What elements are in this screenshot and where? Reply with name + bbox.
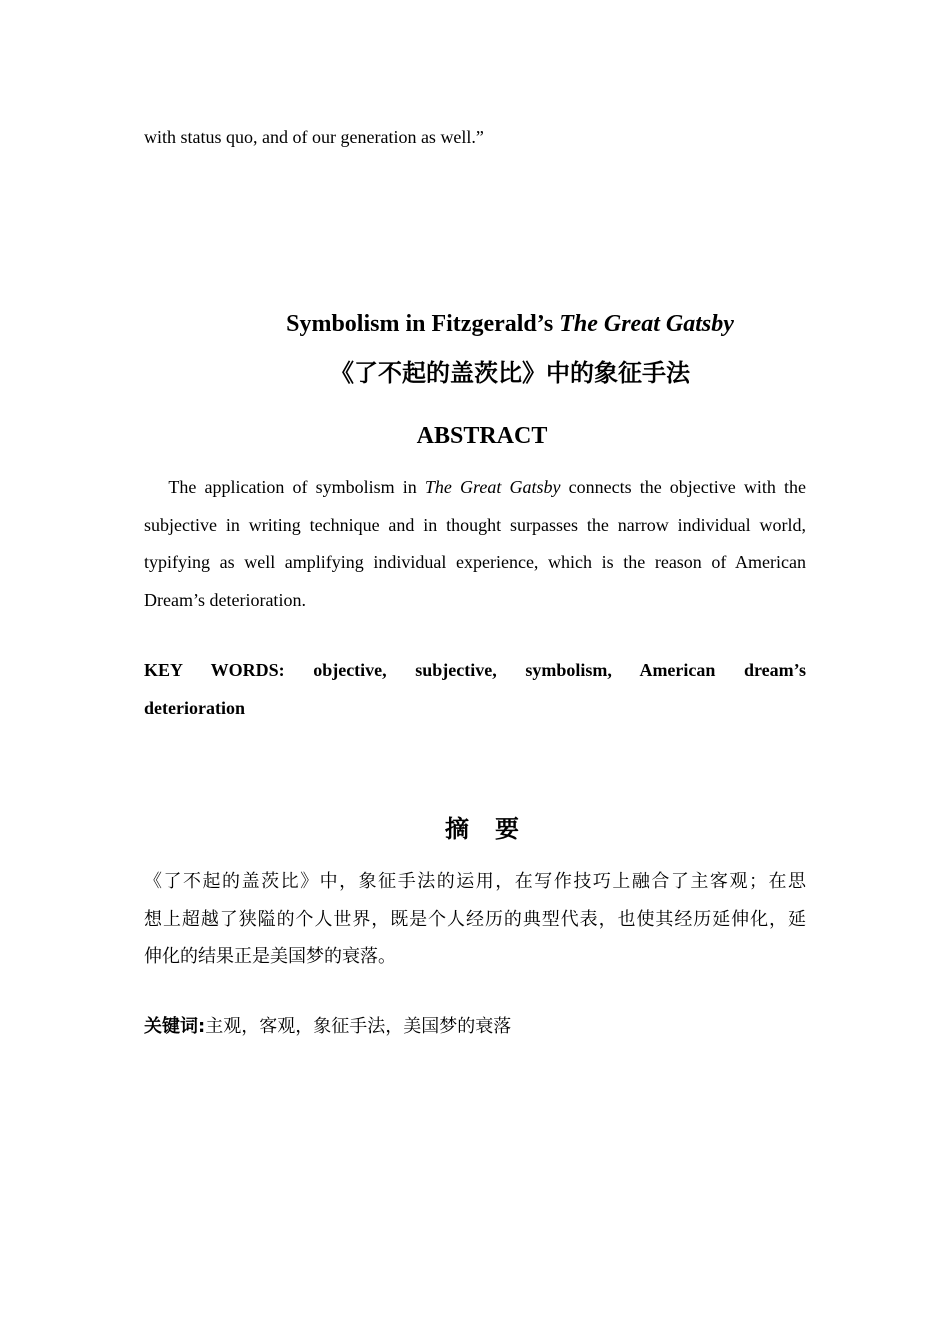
continuation-text: with status quo, and of our generation as well.” [144, 127, 484, 147]
chinese-abstract-line-3: 伸化的结果正是美国梦的衰落。 [144, 946, 396, 967]
abstract-line-3: typifying as well amplifying individual experience, which is the reason of American [144, 552, 806, 572]
abstract-line-1 [144, 469, 806, 507]
chinese-keywords-label: 关键词: [144, 1016, 206, 1037]
english-keywords-line-1: KEY WORDS: objective, subjective, symbolism, American dream’s [144, 660, 806, 680]
abstract-heading: ABSTRACT [416, 423, 548, 449]
chinese-abstract-line-1: 《了不起的盖茨比》中，象征手法的运用，在写作技巧上融合了主客观；在思 [144, 871, 806, 892]
english-title-italic: The Great Gatsby [559, 311, 734, 337]
abstract-line-2: subjective in writing technique and in thought surpasses the narrow individual world, [144, 514, 806, 535]
chinese-abstract-heading: 摘要 [445, 815, 545, 843]
abstract-line-1-italic: The Great Gatsby [424, 477, 561, 497]
abstract-line-1-post: connects the objective with the [560, 477, 806, 497]
chinese-abstract-body [144, 863, 806, 976]
english-keywords-line-2: deterioration [144, 697, 245, 718]
abstract-body [144, 469, 806, 619]
chinese-keywords [144, 1008, 806, 1046]
english-keywords [144, 652, 806, 727]
abstract-line-4: Dream’s deterioration. [144, 589, 306, 610]
english-title-prefix: Symbolism in Fitzgerald’s [286, 311, 560, 337]
chinese-abstract-line-2: 想上超越了狭隘的个人世界，既是个人经历的典型代表，也使其经历延伸化，延 [144, 908, 806, 930]
chinese-keywords-value: 主观，客观，象征手法，美国梦的衰落 [205, 1016, 512, 1037]
english-title [0, 307, 950, 341]
chinese-title: 《了不起的盖茨比》中的象征手法 [330, 359, 690, 387]
abstract-line-1-pre: The application of symbolism in [168, 477, 425, 497]
